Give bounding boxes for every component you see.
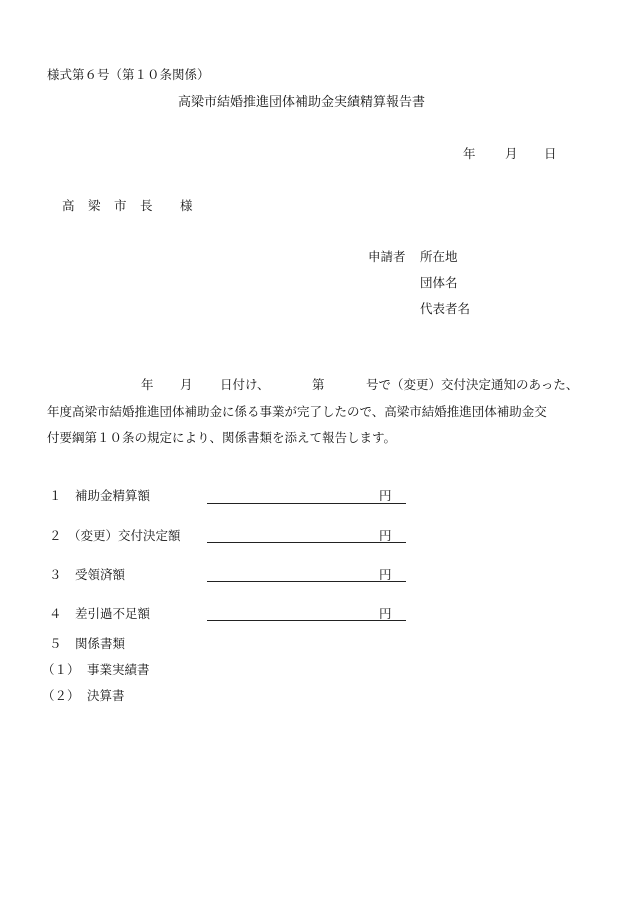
- item-label: （変更）交付決定額: [68, 528, 181, 543]
- date-day-label: 日: [544, 146, 557, 161]
- address-label: 所在地: [420, 249, 458, 264]
- date-year-label: 年: [463, 146, 476, 161]
- document-1-label: 事業実績書: [87, 662, 150, 677]
- body-month: 月: [180, 377, 193, 392]
- document-title: 高梁市結婚推進団体補助金実績精算報告書: [178, 95, 426, 110]
- body-line2: 年度高梁市結婚推進団体補助金に係る事業が完了したので、高梁市結婚推進団体補助金交: [47, 404, 547, 419]
- addressee-char-4: 長: [140, 198, 153, 213]
- item-number: ２: [49, 528, 62, 543]
- amount-field-line: [207, 503, 406, 504]
- body-line1-rest: 号で（変更）交付決定通知のあった、: [366, 377, 579, 392]
- body-year: 年: [141, 377, 154, 392]
- date-month-label: 月: [505, 146, 518, 161]
- body-dated: 日付け、: [220, 377, 270, 392]
- addressee-char-1: 高: [62, 198, 75, 213]
- addressee-char-3: 市: [114, 198, 127, 213]
- yen-unit: 円: [379, 606, 392, 621]
- item-label: 差引過不足額: [75, 606, 151, 621]
- amount-field-line: [207, 542, 406, 543]
- item-number: １: [49, 488, 62, 503]
- amount-field-line: [207, 620, 406, 621]
- document-1-paren: （１）: [42, 662, 80, 677]
- body-line3: 付要綱第１０条の規定により、関係書類を添えて報告します。: [47, 430, 397, 445]
- yen-unit: 円: [379, 567, 392, 582]
- item-label: 関係書類: [75, 636, 126, 651]
- form-number: 様式第６号（第１０条関係）: [47, 67, 210, 82]
- item-label: 受領済額: [75, 567, 126, 582]
- item-label: 補助金精算額: [75, 488, 151, 503]
- representative-name-label: 代表者名: [420, 301, 471, 316]
- applicant-label: 申請者: [368, 249, 406, 264]
- yen-unit: 円: [379, 528, 392, 543]
- yen-unit: 円: [379, 488, 392, 503]
- body-dai: 第: [312, 377, 325, 392]
- document-2-paren: （２）: [42, 688, 80, 703]
- amount-field-line: [207, 581, 406, 582]
- item-number: ４: [49, 606, 62, 621]
- item-number: ３: [49, 567, 62, 582]
- document-2-label: 決算書: [87, 688, 125, 703]
- addressee-honorific: 様: [180, 198, 193, 213]
- item-number: ５: [49, 636, 62, 651]
- organization-name-label: 団体名: [420, 275, 458, 290]
- addressee-char-2: 梁: [88, 198, 101, 213]
